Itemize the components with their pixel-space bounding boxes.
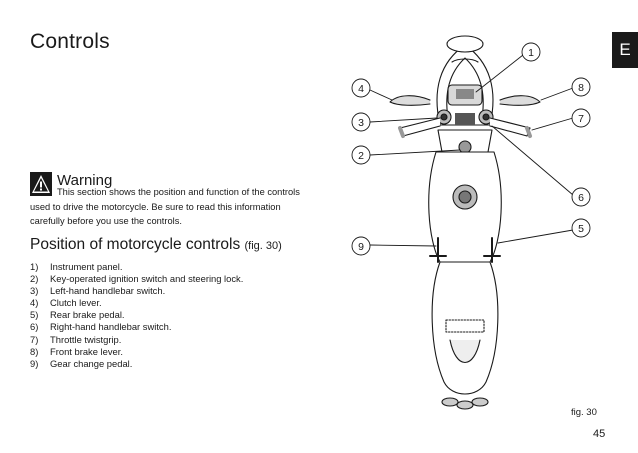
controls-list — [30, 261, 243, 370]
motorcycle-top-view-figure — [340, 30, 610, 420]
callout-label-1: 1 — [528, 47, 534, 59]
figure-reference: (fig. 30) — [244, 240, 282, 252]
item-number: 3) — [30, 285, 39, 297]
callout-label-4: 4 — [358, 83, 364, 95]
item-label: Left-hand handlebar switch. — [50, 285, 166, 297]
list-item — [30, 321, 243, 333]
handlebar-left — [400, 118, 440, 136]
item-label: Gear change pedal. — [50, 357, 133, 369]
item-number: 6) — [30, 321, 39, 333]
warning-text: This section shows the position and function of the controls used to drive the motorcycle. Be sure to read this information carefully before you use the controls. — [30, 187, 300, 226]
list-item — [30, 346, 243, 358]
item-label: Front brake lever. — [50, 345, 123, 357]
list-item — [30, 285, 243, 297]
list-item — [30, 334, 243, 346]
item-label: Key-operated ignition switch and steering lock. — [50, 273, 244, 285]
callout-label-8: 8 — [578, 82, 584, 94]
section-heading-text: Position of motorcycle controls — [30, 236, 241, 253]
item-label: Instrument panel. — [50, 261, 123, 272]
section-tab: E — [612, 32, 638, 68]
item-number: 8) — [30, 345, 39, 357]
list-item — [30, 358, 243, 370]
item-number: 9) — [30, 357, 39, 369]
callout-label-2: 2 — [358, 150, 364, 162]
item-number: 1) — [30, 261, 39, 272]
list-item — [30, 261, 243, 273]
list-item — [30, 309, 243, 321]
section-heading — [30, 236, 282, 254]
callout-label-5: 5 — [578, 223, 584, 235]
handlebar-right — [490, 118, 530, 136]
list-item — [30, 297, 243, 309]
item-number: 4) — [30, 297, 39, 309]
clutch-lever — [390, 96, 430, 106]
callout-label-9: 9 — [358, 241, 364, 253]
callout-label-3: 3 — [358, 117, 364, 129]
callout-label-7: 7 — [578, 113, 584, 125]
item-number: 2) — [30, 273, 39, 285]
item-label: Throttle twistgrip. — [50, 333, 122, 345]
front-brake-lever — [500, 96, 540, 106]
item-number: 7) — [30, 333, 39, 345]
figure-caption: fig. 30 — [571, 407, 597, 418]
page-number: 45 — [593, 428, 606, 440]
item-label: Clutch lever. — [50, 297, 102, 309]
item-number: 5) — [30, 309, 39, 321]
warning-title: Warning — [57, 172, 113, 189]
callout-label-6: 6 — [578, 192, 584, 204]
ignition-switch — [459, 141, 471, 153]
item-label: Right-hand handlebar switch. — [50, 321, 172, 333]
item-label: Rear brake pedal. — [50, 309, 125, 321]
list-item — [30, 273, 243, 285]
page-title: Controls — [30, 30, 110, 53]
